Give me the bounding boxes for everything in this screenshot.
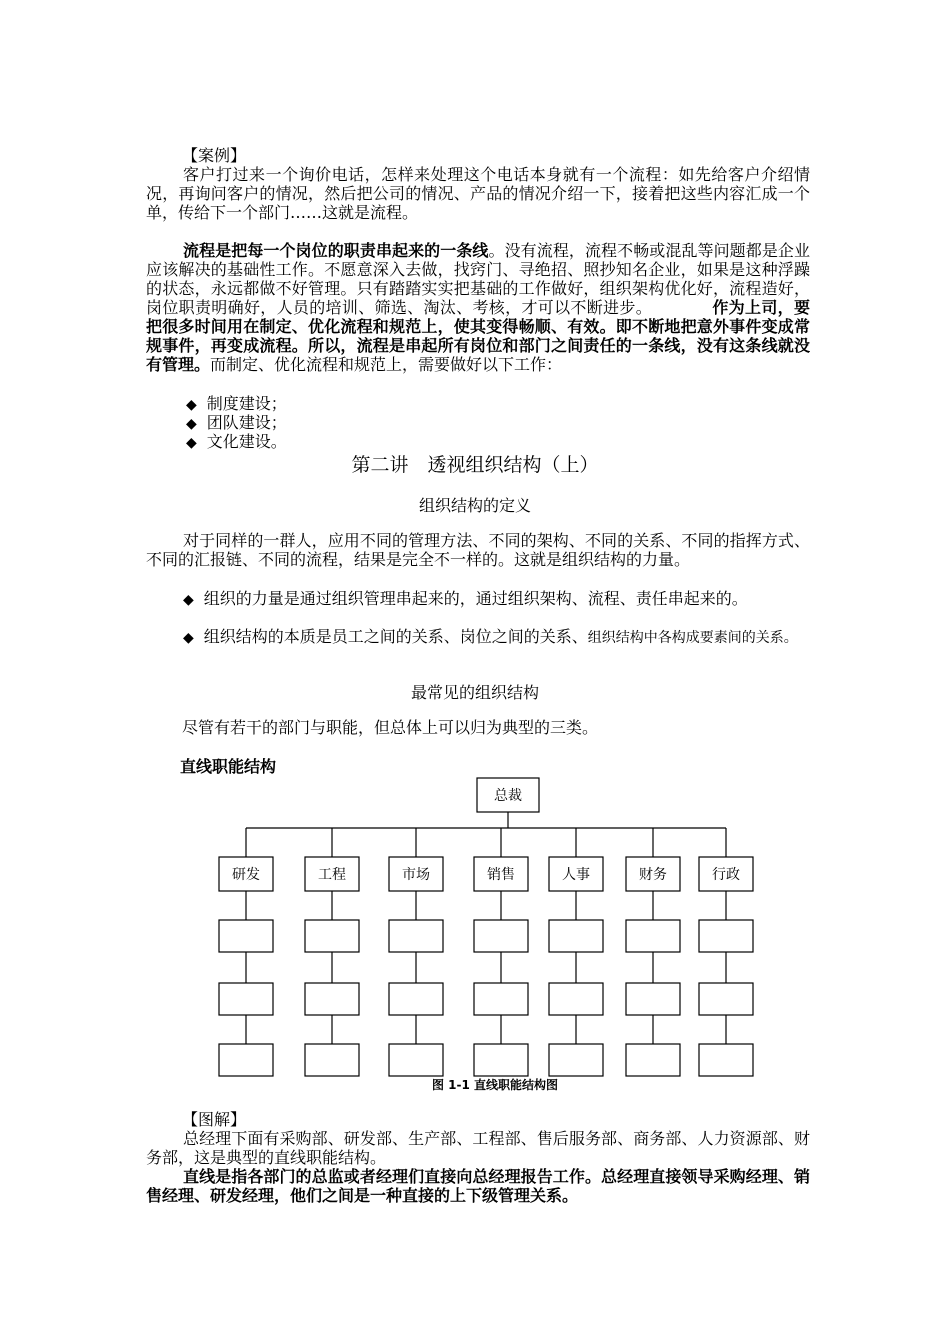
dept-label: 行政: [712, 867, 740, 883]
diamond-bullet-icon: ◆: [186, 416, 197, 432]
bullet-item: ◆ 文化建设。: [186, 432, 287, 451]
process-text-1: 。没有流程，流程不畅或混乱等问题都是企业应该解决的基础性工作。不愿意深入去做，找窍门、寻绝招、照抄知名企业，如果是这种浮躁的状态，永远都做不好管理。只有踏踏实实把基础的工作做好，组织架构优化好，流程造好，岗位职责明确好，人员的培训、筛选、淘汰、考核，才可以不断进步。: [146, 241, 810, 317]
sub-box: [699, 1044, 753, 1076]
dept-label: 研发: [232, 867, 260, 883]
common-heading: 最常见的组织结构: [410, 683, 539, 702]
process-bold-lead: 流程是把每一个岗位的职责串起来的一条线: [183, 241, 489, 260]
sub-box: [474, 920, 528, 952]
illustration-bold: 直线是指各部门的总监或者经理们直接向总经理报告工作。总经理直接领导采购经理、销售经理、研发经理，他们之间是一种直接的上下级管理关系。: [146, 1167, 810, 1205]
sub-box: [474, 1044, 528, 1076]
sub-box: [219, 1044, 273, 1076]
diamond-bullet-icon: ◆: [186, 435, 197, 451]
lecture-title: 第二讲 透视组织结构（上）: [351, 454, 599, 476]
org-chart-caption: 图 1-1 直线职能结构图: [431, 1078, 559, 1092]
sub-box: [219, 983, 273, 1015]
sub-box: [219, 920, 273, 952]
dept-label: 工程: [318, 867, 346, 883]
sub-box: [699, 920, 753, 952]
sub-box: [626, 983, 680, 1015]
sub-box: [305, 983, 359, 1015]
case-text: 客户打过来一个询价电话，怎样来处理这个电话本身就有一个流程：如先给客户介绍情况，再询问客户的情况，然后把公司的情况、产品的情况介绍一下，接着把这些内容汇成一个单，传给下一个部门……这就是流程。: [146, 165, 810, 222]
dept-label: 财务: [639, 867, 667, 883]
dept-label: 市场: [402, 867, 430, 883]
sub-box: [389, 983, 443, 1015]
case-label: 【案例】: [182, 146, 247, 165]
diamond-bullet-icon: ◆: [183, 592, 194, 608]
sub-box: [626, 1044, 680, 1076]
process-bold-mid: 作为上司，要把很多时间用在制定、优化流程和规范上，使其变得畅顺、有效。即不断地把意外事件变成常规事件，再变成流程。所以，流程是串起所有岗位和部门之间责任的一条线，没有这条线就没有管理。: [146, 298, 810, 374]
line-functional-label: 直线职能结构: [180, 757, 277, 776]
bullet-item: ◆ 制度建设；: [186, 394, 287, 413]
sub-box: [389, 1044, 443, 1076]
process-text-2: 而制定、优化流程和规范上，需要做好以下工作：: [210, 355, 563, 374]
dept-label: 销售: [487, 867, 515, 883]
sub-box: [305, 920, 359, 952]
diamond-bullet-icon: ◆: [186, 397, 197, 413]
bullet-item: ◆ 团队建设；: [186, 413, 287, 432]
definition-text: 对于同样的一群人，应用不同的管理方法、不同的架构、不同的关系、不同的指挥方式、不同的汇报链、不同的流程，结果是完全不一样的。这就是组织结构的力量。: [146, 531, 810, 569]
sub-box: [474, 983, 528, 1015]
sub-box: [626, 920, 680, 952]
sub-box: [305, 1044, 359, 1076]
sub-box: [699, 983, 753, 1015]
definition-bullet-2: ◆ 组织结构的本质是员工之间的关系、岗位之间的关系、组织结构中各构成要素间的关系。: [183, 627, 798, 646]
illustration-label: 【图解】: [182, 1110, 247, 1129]
sub-box: [389, 920, 443, 952]
definition-heading: 组织结构的定义: [418, 496, 531, 515]
illustration-text: 总经理下面有采购部、研发部、生产部、工程部、售后服务部、商务部、人力资源部、财务部，这是典型的直线职能结构。: [146, 1129, 810, 1167]
diamond-bullet-icon: ◆: [183, 630, 194, 646]
definition-bullet-1: ◆ 组织的力量是通过组织管理串起来的，通过组织架构、流程、责任串起来的。: [183, 589, 748, 608]
sub-box: [549, 983, 603, 1015]
root-label: 总裁: [494, 788, 522, 804]
dept-label: 人事: [562, 867, 590, 883]
common-text: 尽管有若干的部门与职能，但总体上可以归为典型的三类。: [182, 718, 599, 737]
sub-box: [549, 1044, 603, 1076]
sub-box: [549, 920, 603, 952]
